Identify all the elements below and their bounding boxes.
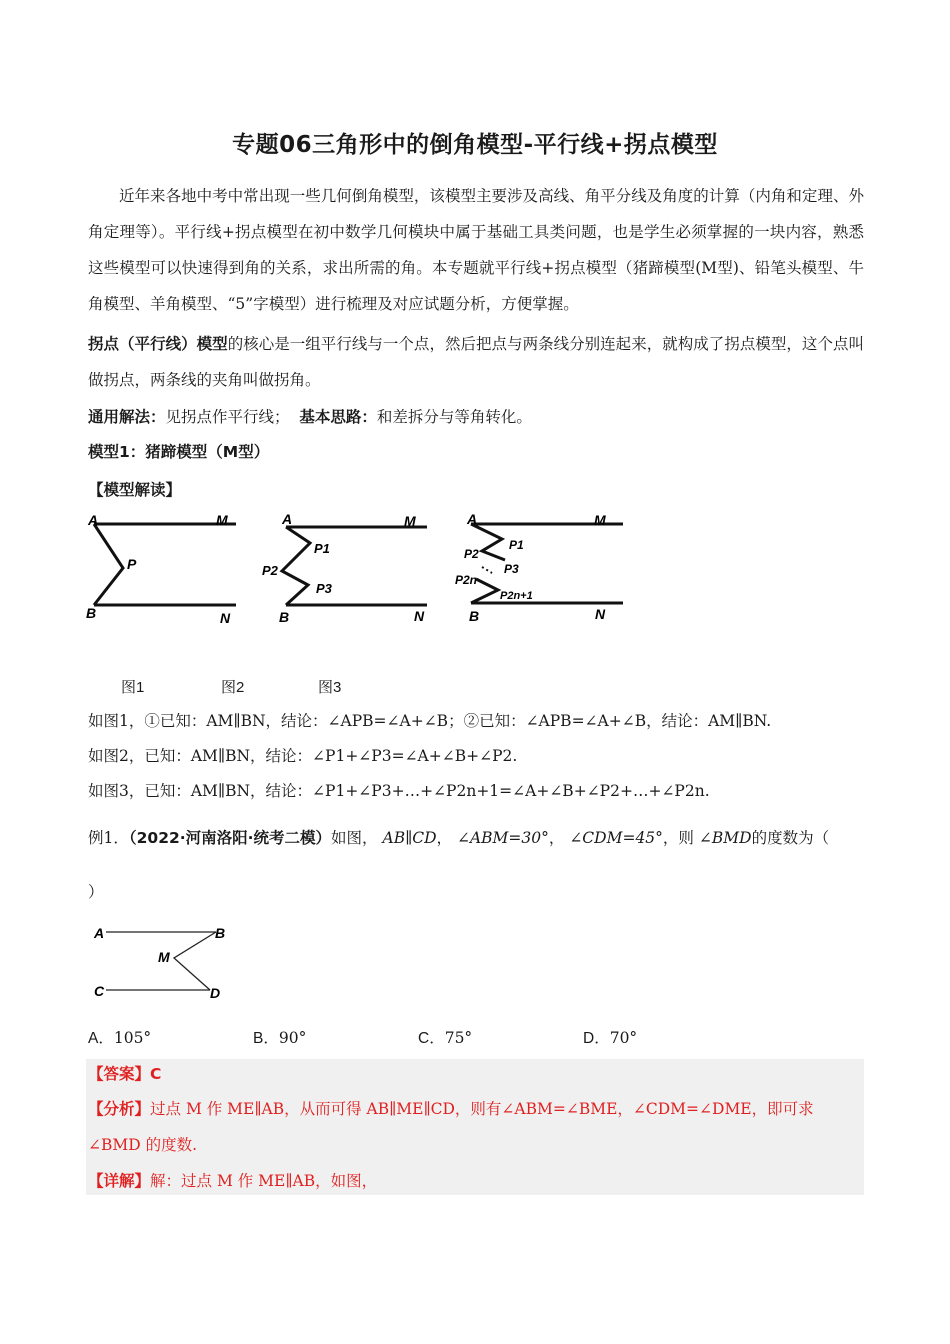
option-b-label: B．	[253, 1030, 279, 1047]
fig1-label-b: B	[86, 605, 97, 621]
caption-figure-3: 图3	[318, 679, 342, 696]
intro-paragraph: 近年来各地中考中常出现一些几何倒角模型，该模型主要涉及高线、角平分线及角度的计算（内角和定理、外角定理等）。平行线+拐点模型在初中数学几何模块中属于基础工具类问题，也是学生必须掌握的一块内容，熟悉这些模型可以快速得到角的关系，求出所需的角。本专题就平行线+拐点模型（猪蹄模型(M型)、铅笔头模型、牛角模型、羊角模型、“5”字模型）进行梳理及对应试题分析，方便掌握。	[88, 187, 864, 313]
detail-line	[88, 1169, 878, 1193]
option-d-value: 70°	[609, 1029, 638, 1047]
fig1-label-a: A	[88, 512, 99, 528]
fig2-label-a: A	[282, 511, 293, 527]
example-target: ∠BMD	[698, 829, 752, 847]
analysis-line-1	[88, 1097, 878, 1121]
fig2-label-p3: P3	[316, 581, 332, 596]
fig2-label-p1: P1	[314, 541, 330, 556]
example-then: ，则	[662, 829, 694, 847]
answer-label: 【答案】	[88, 1065, 151, 1083]
example-cond-abm: ∠ABM=30°	[456, 829, 549, 847]
option-d-label: D．	[583, 1030, 610, 1047]
option-a[interactable]	[88, 1026, 151, 1048]
analysis-text-1: 过点 M 作 ME∥AB，从而可得 AB∥ME∥CD，则有∠ABM=∠BME，∠CDM=∠DME，即可求	[150, 1100, 814, 1118]
example-label: 例1．	[88, 829, 129, 847]
model1-heading: 模型1：猪蹄模型（M型）	[88, 443, 270, 461]
example-1-question: 例1．（2022·河南洛阳·统考二模）如图， AB∥CD， ∠ABM=30°， ∠CDM=45°，则 ∠BMD的度数为（	[88, 829, 830, 847]
figure-3	[455, 511, 623, 624]
conclusion-1: 如图1，①已知：AM∥BN，结论：∠APB=∠A+∠B；②已知：∠APB=∠A+∠B，结论：AM∥BN.	[88, 712, 772, 730]
option-c[interactable]	[418, 1026, 472, 1048]
fig2-label-p2: P2	[262, 563, 278, 578]
ex-label-m: M	[158, 949, 170, 965]
interpret-heading: 【模型解读】	[88, 481, 182, 499]
method-text: 见拐点作平行线；	[165, 408, 290, 426]
option-b-value: 90°	[278, 1029, 307, 1047]
detail-label: 【详解】	[88, 1172, 151, 1190]
fig2-label-b: B	[279, 609, 290, 625]
analysis-label: 【分析】	[88, 1100, 151, 1118]
option-a-label: A．	[88, 1030, 114, 1047]
detail-text: 解：过点 M 作 ME∥AB，如图，	[150, 1172, 378, 1190]
fig3-label-n: N	[595, 606, 606, 622]
example-cond-parallel: AB∥CD	[382, 829, 437, 847]
fig2-label-n: N	[414, 608, 425, 624]
example-close-paren: ）	[88, 883, 104, 901]
caption-figure-2: 图2	[221, 679, 245, 696]
fig3-label-b: B	[469, 608, 480, 624]
page-title: 专题06三角形中的倒角模型-平行线+拐点模型	[232, 132, 718, 158]
fig3-label-p2: P2	[464, 547, 479, 561]
ex-label-c: C	[94, 983, 105, 999]
fig3-label-a: A	[467, 511, 478, 527]
ex-label-d: D	[210, 985, 221, 1001]
figure-2	[262, 511, 427, 625]
core-bold: 拐点（平行线）模型	[88, 335, 228, 353]
model-figures	[80, 505, 650, 635]
idea-text: 和差拆分与等角转化。	[376, 408, 532, 426]
fig3-label-p3: P3	[504, 562, 519, 576]
example-figure	[88, 918, 238, 1008]
example-prefix: 如图，	[331, 829, 378, 847]
example-cond-cdm: ∠CDM=45°	[569, 829, 663, 847]
fig3-label-p1: P1	[509, 538, 524, 552]
idea-label: 基本思路：	[299, 408, 377, 426]
figure-1	[86, 512, 236, 626]
fig3-label-p2n: P2n	[455, 573, 478, 587]
conclusion-2: 如图2，已知：AM∥BN，结论：∠P1+∠P3=∠A+∠B+∠P2.	[88, 747, 518, 765]
option-c-label: C．	[418, 1030, 445, 1047]
analysis-line-2: ∠BMD 的度数.	[88, 1136, 198, 1154]
fig3-label-p2n1: P2n+1	[500, 590, 533, 602]
core-text: 的核心是一组平行线与一个点，然后把点与两条线分别连起来，就构成了拐点模型，这个点叫做拐点，两条线的夹角叫做拐角。	[88, 335, 864, 389]
fig1-label-n: N	[220, 610, 231, 626]
example-source: （2022·河南洛阳·统考二模）	[128, 829, 332, 847]
core-paragraph	[88, 326, 864, 398]
fig2-label-m: M	[404, 513, 416, 529]
caption-figure-1: 图1	[121, 679, 145, 696]
method-line	[88, 405, 878, 429]
fig3-label-m: M	[594, 512, 606, 528]
ex-label-b: B	[215, 925, 226, 941]
fig1-label-m: M	[216, 512, 228, 528]
example-end: 的度数为（	[751, 829, 830, 847]
answer-line	[88, 1062, 878, 1086]
fig1-label-p: P	[127, 556, 137, 572]
ex-label-a: A	[94, 925, 105, 941]
option-b[interactable]	[253, 1026, 306, 1048]
option-c-value: 75°	[444, 1029, 473, 1047]
method-label: 通用解法：	[88, 408, 166, 426]
answer-value: C	[150, 1065, 162, 1083]
option-d[interactable]	[583, 1026, 637, 1048]
option-a-value: 105°	[113, 1029, 152, 1047]
conclusion-3: 如图3，已知：AM∥BN，结论：∠P1+∠P3+…+∠P2n+1=∠A+∠B+∠P2+…+∠P2n.	[88, 782, 710, 800]
